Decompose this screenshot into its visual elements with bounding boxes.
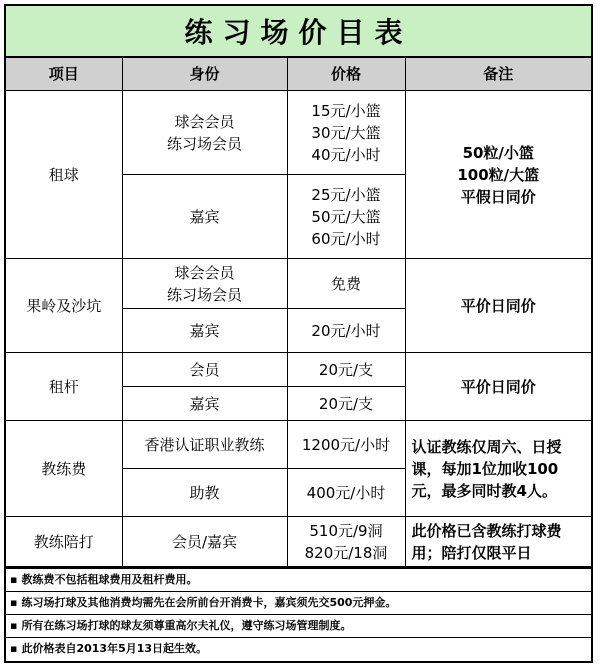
price-line: 60元/小时 — [311, 229, 381, 248]
note-text: 练习场打球及其他消费均需先在会所前台开消费卡，嘉宾须先交500元押金。 — [21, 596, 397, 609]
identity-line: 练习场会员 — [166, 285, 242, 304]
identity-line: 练习场会员 — [166, 134, 242, 153]
note-text: 此价格表自2013年5月13日起生效。 — [21, 642, 208, 655]
price-line: 30元/大篮 — [311, 123, 381, 142]
category-green-bunker: 果岭及沙坑 — [6, 259, 122, 353]
note-text: 所有在练习场打球的球友须尊重高尔夫礼仪，遵守练习场管理制度。 — [21, 619, 352, 632]
table-row — [6, 517, 591, 567]
remark-cell: 平价日同价 — [405, 259, 591, 353]
header-item: 项目 — [6, 58, 122, 91]
note-item — [6, 569, 591, 592]
page-title: 练习场价目表 — [6, 6, 591, 58]
category-coach-fee: 教练费 — [6, 421, 122, 517]
price-line: 25元/小篮 — [311, 185, 381, 204]
note-item — [6, 638, 591, 660]
price-cell: 1200元/小时 — [287, 421, 405, 469]
note-item — [6, 592, 591, 615]
identity-cell: 嘉宾 — [122, 387, 287, 421]
notes-section — [6, 567, 591, 660]
price-line: 510元/9洞 — [309, 521, 383, 540]
identity-cell: 嘉宾 — [122, 175, 287, 259]
price-table — [6, 58, 591, 567]
table-row — [6, 353, 591, 387]
header-remark: 备注 — [405, 58, 591, 91]
category-coach-sparring: 教练陪打 — [6, 517, 122, 567]
price-cell — [287, 517, 405, 567]
header-price: 价格 — [287, 58, 405, 91]
remark-line: 平假日同价 — [460, 187, 536, 206]
bullet-icon: ▪ — [10, 619, 18, 632]
price-line: 40元/小时 — [311, 145, 381, 164]
note-item — [6, 615, 591, 638]
identity-cell — [122, 91, 287, 175]
remark-cell: 此价格已含教练打球费用；陪打仅限平日 — [405, 517, 591, 567]
price-list-sheet — [4, 4, 593, 663]
price-cell: 20元/小时 — [287, 309, 405, 353]
remark-cell: 平价日同价 — [405, 353, 591, 421]
identity-line: 球会会员 — [174, 263, 235, 282]
category-rent-ball: 租球 — [6, 91, 122, 259]
bullet-icon: ▪ — [10, 642, 18, 655]
price-cell: 20元/支 — [287, 387, 405, 421]
bullet-icon: ▪ — [10, 573, 18, 586]
price-cell: 400元/小时 — [287, 469, 405, 517]
bullet-icon: ▪ — [10, 596, 18, 609]
table-row — [6, 259, 591, 309]
identity-cell — [122, 259, 287, 309]
header-identity: 身份 — [122, 58, 287, 91]
price-line: 15元/小篮 — [311, 101, 381, 120]
note-text: 教练费不包括租球费用及租杆费用。 — [21, 573, 198, 586]
price-cell — [287, 91, 405, 175]
price-cell — [287, 175, 405, 259]
identity-cell: 助教 — [122, 469, 287, 517]
identity-cell: 会员 — [122, 353, 287, 387]
table-row — [6, 91, 591, 175]
identity-cell: 香港认证职业教练 — [122, 421, 287, 469]
identity-line: 球会会员 — [174, 112, 235, 131]
table-header-row — [6, 58, 591, 91]
category-rent-club: 租杆 — [6, 353, 122, 421]
identity-cell: 嘉宾 — [122, 309, 287, 353]
remark-cell — [405, 91, 591, 259]
identity-cell: 会员/嘉宾 — [122, 517, 287, 567]
price-line: 820元/18洞 — [304, 543, 388, 562]
price-line: 50元/大篮 — [311, 207, 381, 226]
price-cell: 20元/支 — [287, 353, 405, 387]
remark-cell: 认证教练仅周六、日授课，每加1位加收100元，最多同时教4人。 — [405, 421, 591, 517]
remark-line: 100粒/大篮 — [457, 165, 540, 184]
price-cell: 免费 — [287, 259, 405, 309]
remark-line: 50粒/小篮 — [462, 143, 534, 162]
table-row — [6, 421, 591, 469]
